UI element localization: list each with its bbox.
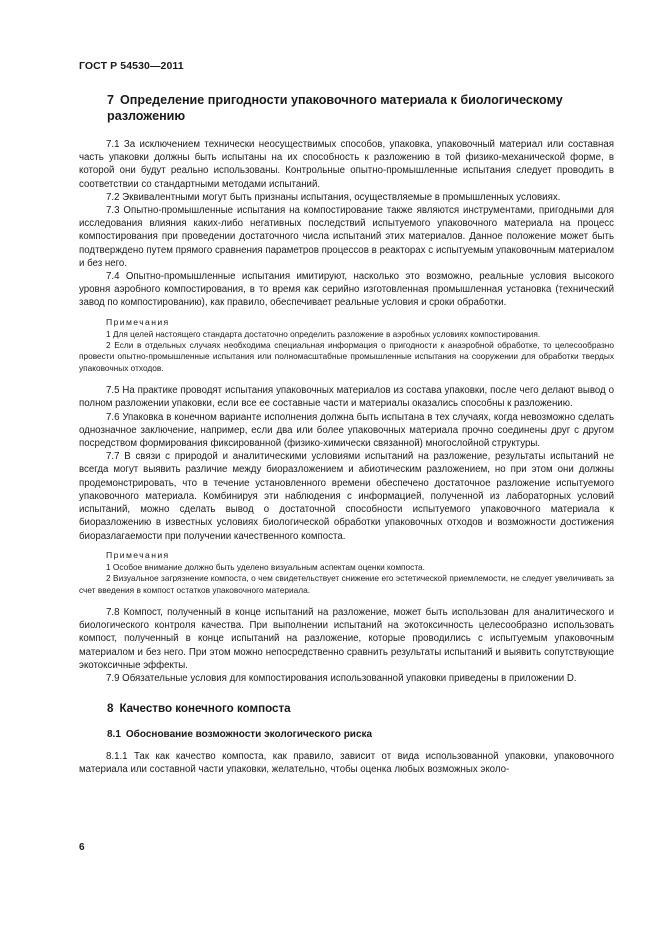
paragraph-7-7: 7.7 В связи с природой и аналитическими условиями испытаний на разложение, результаты испытаний не всегда могут выявить различие между биоразложением и абиотическим разложением, но при этом они должны продемонстрировать, что в течение установленного времени обеспечено достаточное разложение испытуемого упаковочного материала. Комбинируя эти наблюдения с информацией, полученной из лабораторных условий испытаний, можно сделать вывод о достаточной способности испытуемого упаковочного материала к биоразложению в известных условиях биологической обработки упаковочных отходов и возможности достижения биоразлагаемости при получении качественного компоста.	[79, 451, 614, 542]
paragraph-7-8: 7.8 Компост, полученный в конце испытаний на разложение, может быть использован для аналитического и биологического контроля качества. При выполнении испытаний на экотоксичность целесообразно использовать компост, полученный в конце испытаний на разложение, которые проводились с испытуемым упаковочным материалом и без него. При этом можно непосредственно сравнить результаты испытаний и выявить сопутствующие экотоксичные эффекты.	[79, 606, 614, 671]
paragraph-7-2: 7.2 Эквивалентными могут быть признаны испытания, осуществляемые в промышленных условиях.	[106, 191, 561, 203]
section-7-heading	[79, 92, 614, 124]
paragraph-7-3: 7.3 Опытно-промышленные испытания на компостирование также являются инструментами, пригодными для исследования влияния каких-либо негативных последствий испытуемого упаковочного материала на процесс компостирования при проведении достаточного числа испытаний этих материалов. Данное положение может быть подтверждено путем прямого сравнения параметров процессов в реакторах с испытуемым упаковочным материалом и без него.	[79, 205, 614, 269]
notes-title: Примечания	[106, 549, 170, 560]
paragraph-7-5: 7.5 На практике проводят испытания упаковочных материалов из состава упаковки, после чего делают вывод о полном разложении упаковки, если все ее составные части и материалы оказались способны к разложению.	[79, 385, 614, 410]
note-item: 1 Особое внимание должно быть уделено визуальным аспектам оценки компоста.	[106, 561, 425, 572]
subsection-8-1-title: Обоснование возможности экологического риска	[125, 729, 373, 741]
standard-header: ГОСТ Р 54530—2011	[79, 60, 184, 72]
section-8-number: 8	[107, 702, 114, 716]
section-8-heading	[79, 701, 614, 716]
section-8-title: Качество конечного компоста	[119, 702, 291, 716]
section-7-title: Определение пригодности упаковочного материала к биологическому разложению	[107, 93, 563, 123]
page-content	[79, 92, 614, 777]
notes-title: Примечания	[106, 316, 170, 327]
subsection-8-1-number: 8.1	[107, 729, 121, 741]
subsection-8-1-heading	[79, 728, 614, 741]
spacer	[79, 374, 614, 384]
note-item: 2 Если в отдельных случаях необходима специальная информация о пригодности к анаэробной обработке, то целесообразно провести опытно-промышленные испытания или полномасштабные промышленные испытания на сооружении для обработки твердых упаковочных отходов.	[79, 340, 614, 373]
paragraph-8-1-1: 8.1.1 Так как качество компоста, как правило, зависит от вида использованной упаковки, упаковочного материала или составной части упаковки, желательно, чтобы оценка любых возможных эколо-	[79, 751, 614, 776]
paragraph-7-9: 7.9 Обязательные условия для компостирования использованной упаковки приведены в приложении D.	[106, 672, 577, 684]
paragraph-7-4: 7.4 Опытно-промышленные испытания имитируют, насколько это возможно, реальные условия высокого уровня аэробного компостирования, в то время как серийно изготовленная промышленная установка (технический завод по компостированию), как правило, обеспечивает реальные условия и сроки обработки.	[79, 271, 614, 309]
spacer	[79, 596, 614, 606]
section-7-number: 7	[107, 93, 115, 107]
paragraph-7-1: 7.1 За исключением технически неосуществимых способов, упаковка, упаковочный материал или составная часть упаковки должны быть испытаны на их способность к разложению в той физико-механической форме, в которой они будут реально использованы. Контрольные опытно-промышленные испытания следует проводить в соответствии со стандартными методами испытаний.	[79, 139, 614, 190]
page-number: 6	[79, 842, 85, 853]
paragraph-7-6: 7.6 Упаковка в конечном варианте исполнения должна быть испытана в тех случаях, когда невозможно сделать однозначное заключение, например, если два или более упаковочных материала прочно соединены друг с другом посредством формирования фиксированной (физико-химически связанной) многослойной структуры.	[79, 411, 614, 450]
note-item: 1 Для целей настоящего стандарта достаточно определить разложение в аэробных условиях компостирования.	[106, 328, 541, 339]
note-item: 2 Визуальное загрязнение компоста, о чем свидетельствует снижение его эстетической приемлемости, не следует увеличивать за счет введения в компост остатков упаковочного материала.	[79, 573, 614, 595]
